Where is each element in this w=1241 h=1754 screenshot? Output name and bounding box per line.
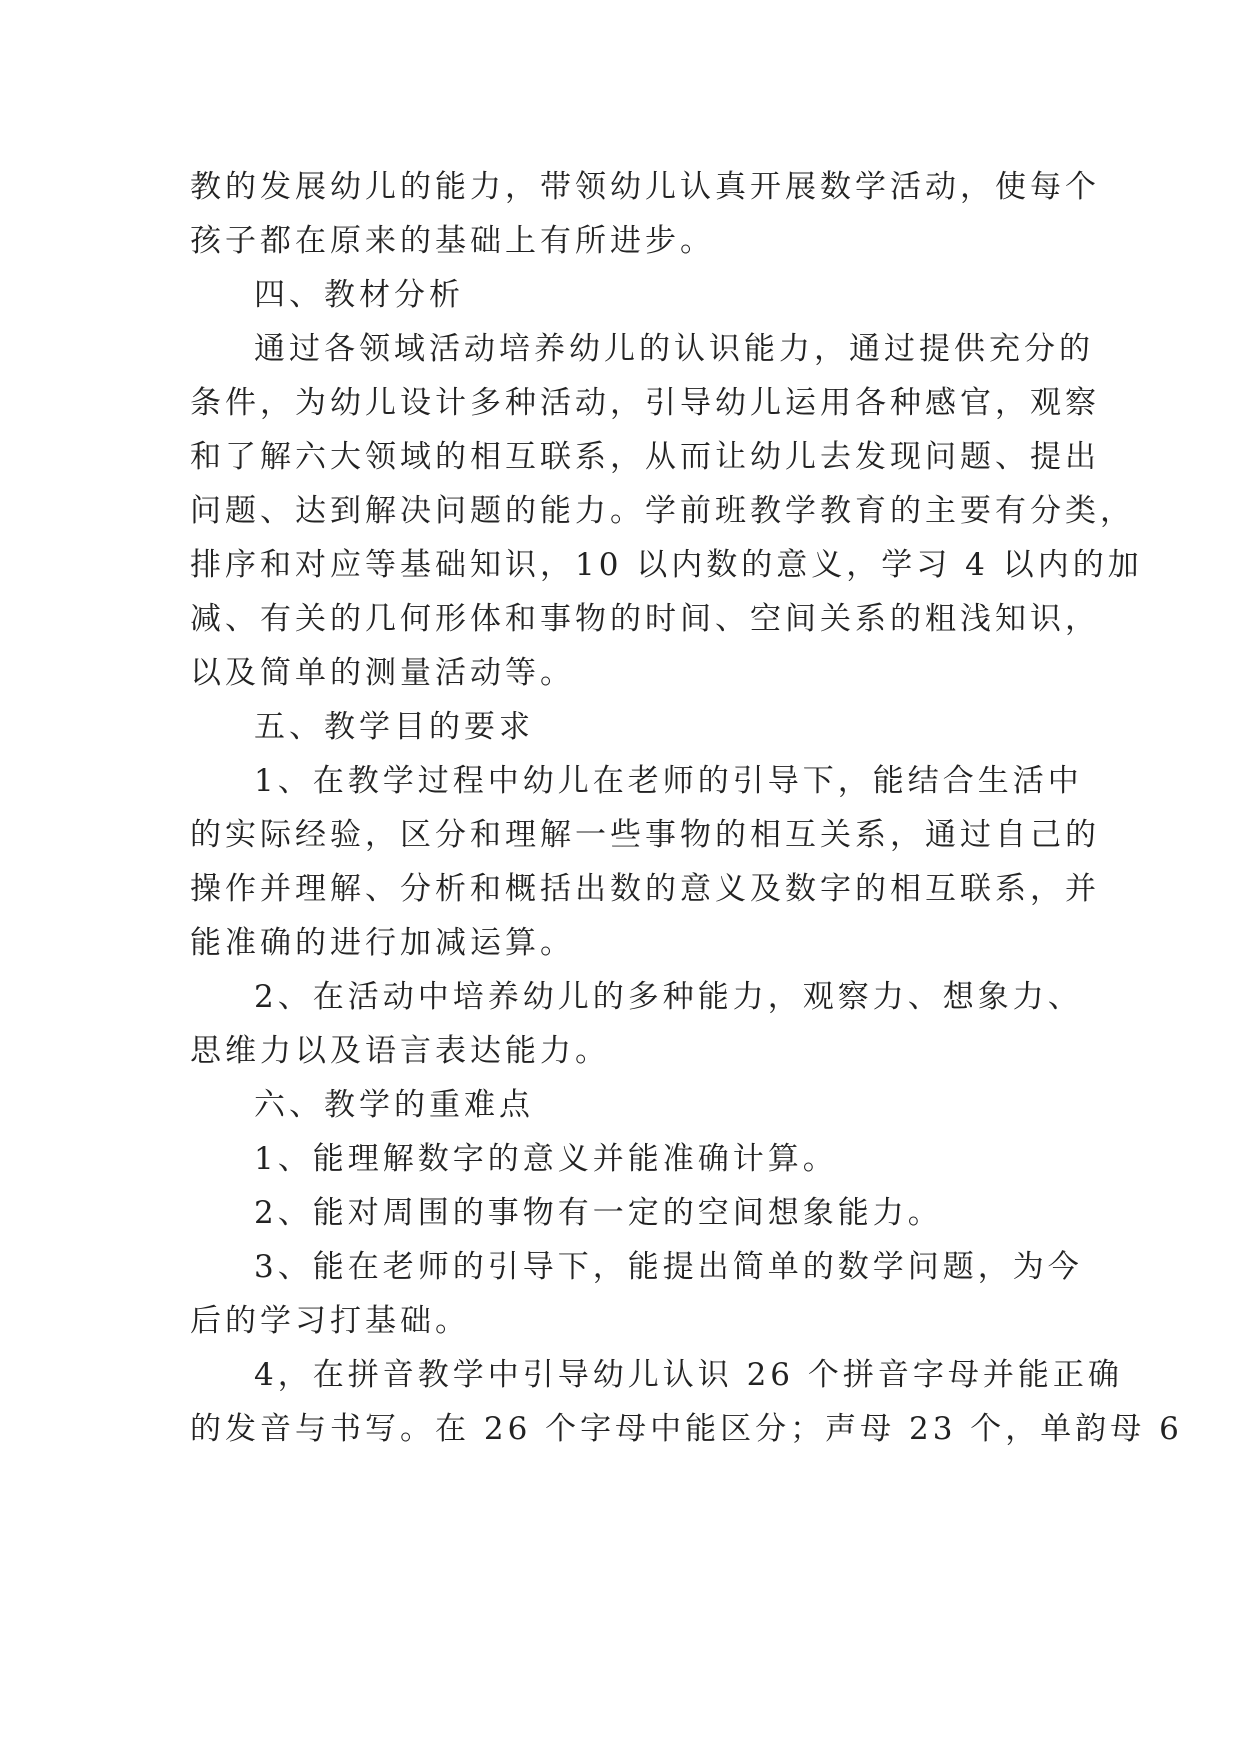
text-line: 1、在教学过程中幼儿在老师的引导下，能结合生活中 [254,763,1083,799]
text-line: 思维力以及语言表达能力。 [190,1033,610,1069]
paragraph-goal-1 [190,754,1100,970]
text-line: 1、能理解数字的意义并能准确计算。 [254,1141,838,1177]
paragraph-key-point-3 [190,1240,1083,1348]
section-heading-textbook-analysis [190,268,1051,322]
paragraph-key-point-2 [190,1186,1051,1240]
document-body [190,0,1183,1456]
text-line: 排序和对应等基础知识，10 以内数的意义，学习 4 以内的加 [190,547,1143,583]
text-line: 能准确的进行加减运算。 [190,925,575,961]
heading-text: 四、教材分析 [254,277,464,313]
paragraph-key-point-1 [190,1132,1051,1186]
text-line: 减、有关的几何形体和事物的时间、空间关系的粗浅知识， [190,601,1100,637]
text-line: 操作并理解、分析和概括出数的意义及数字的相互联系，并 [190,871,1100,907]
text-line: 通过各领域活动培养幼儿的认识能力，通过提供充分的 [254,331,1094,367]
paragraph-continuation [190,160,1100,268]
section-heading-teaching-goals [190,700,1051,754]
heading-text: 五、教学目的要求 [254,709,534,745]
text-line: 和了解六大领域的相互联系，从而让幼儿去发现问题、提出 [190,439,1100,475]
heading-text: 六、教学的重难点 [254,1087,534,1123]
text-line: 的发音与书写。在 26 个字母中能区分；声母 23 个，单韵母 6 [190,1411,1183,1447]
text-line: 2、在活动中培养幼儿的多种能力，观察力、想象力、 [254,979,1083,1015]
text-line: 问题、达到解决问题的能力。学前班教学教育的主要有分类， [190,493,1135,529]
text-line: 的实际经验，区分和理解一些事物的相互关系，通过自己的 [190,817,1100,853]
text-line: 3、能在老师的引导下，能提出简单的数学问题，为今 [254,1249,1083,1285]
text-line: 条件，为幼儿设计多种活动，引导幼儿运用各种感官，观察 [190,385,1100,421]
text-line: 4，在拼音教学中引导幼儿认识 26 个拼音字母并能正确 [254,1357,1123,1393]
section-heading-key-points [190,1078,1051,1132]
text-line: 后的学习打基础。 [190,1303,470,1339]
paragraph-key-point-4 [190,1348,1183,1456]
paragraph-textbook-analysis [190,322,1143,700]
text-line: 孩子都在原来的基础上有所进步。 [190,223,715,259]
text-line: 2、能对周围的事物有一定的空间想象能力。 [254,1195,943,1231]
text-line: 以及简单的测量活动等。 [190,655,575,691]
paragraph-goal-2 [190,970,1083,1078]
text-line: 教的发展幼儿的能力，带领幼儿认真开展数学活动，使每个 [190,169,1100,205]
